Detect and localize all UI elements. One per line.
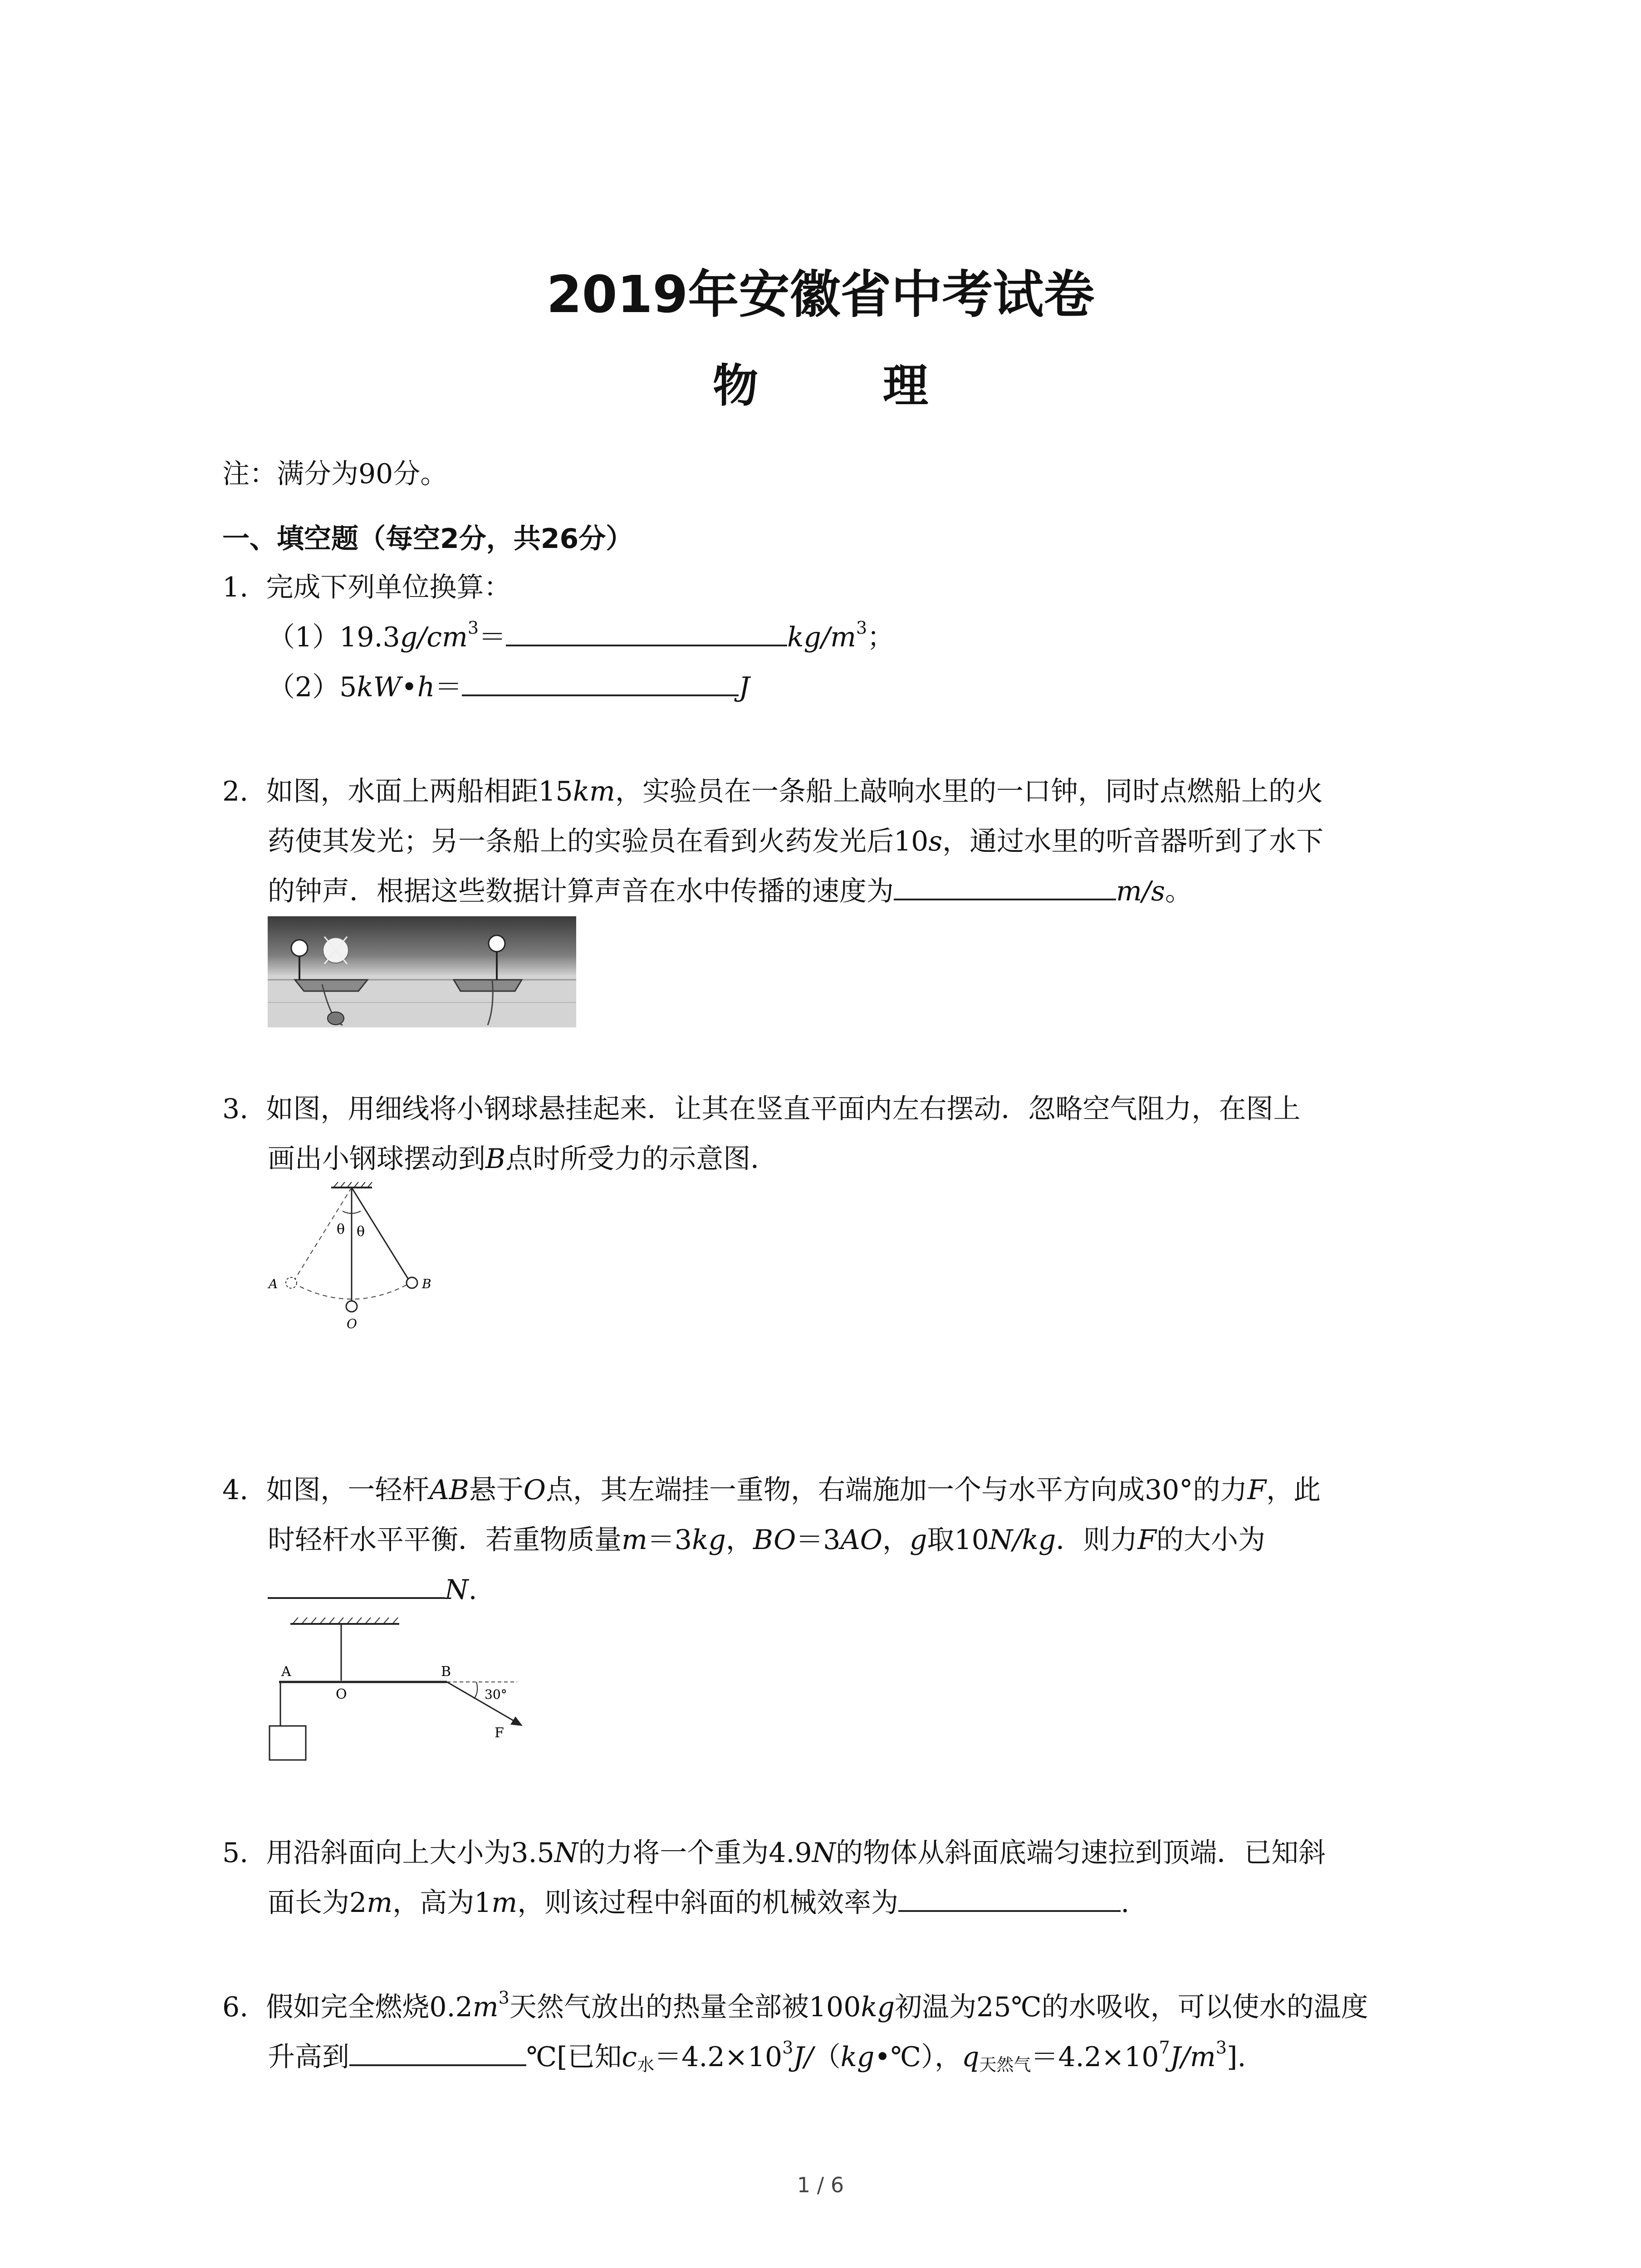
question-2-line-1: 2. 如图，水面上两船相距15km，实验员在一条船上敲响水里的一口钟，同时点燃船上的火: [222, 776, 1323, 807]
point-label-o: O: [347, 1316, 357, 1331]
answer-blank[interactable]: [894, 876, 1116, 900]
answer-blank[interactable]: [898, 1887, 1121, 1912]
question-3-line-1: 3. 如图，用细线将小钢球悬挂起来．让其在竖直平面内左右摆动．忽略空气阻力，在图上: [222, 1093, 1301, 1125]
question-1: [222, 572, 511, 603]
page-title: 2019年安徽省中考试卷: [546, 265, 1095, 324]
page-subtitle: 物 理: [713, 359, 983, 412]
force-label-f: F: [495, 1725, 504, 1741]
question-number: 5.: [222, 1837, 249, 1869]
question-1-part-1: $(1)19.3g/cm^3= kg/m^3$；: [268, 618, 895, 653]
question-6-line-1: 6. 假如完全燃烧$0.2m^3$天然气放出的热量全部被100kg初温为25℃的水吸收，可以使水的温度: [222, 1988, 1368, 2023]
question-2-line-2: 药使其发光；另一条船上的实验员在看到火药发光后10s，通过水里的听音器听到了水下: [268, 826, 1324, 857]
theta-label-right: θ: [357, 1224, 365, 1240]
question-2-line-3: 的钟声．根据这些数据计算声音在水中传播的速度为 m/s。: [268, 875, 1192, 907]
angle-label: 30°: [485, 1687, 507, 1702]
question-6-line-2: 升高到 ℃[已知$c_水=4.2\times 10^3J/(kg•℃)$，$q_{天然气}=4.2\times 10^7J/m^3$].: [268, 2038, 1246, 2075]
question-number: 3.: [222, 1093, 249, 1125]
boats-figure: [268, 916, 576, 1027]
point-label-a: A: [281, 1664, 291, 1680]
answer-blank[interactable]: [349, 2042, 526, 2066]
question-number: 1.: [222, 572, 249, 603]
question-4-line-2: 时轻杆水平平衡．若重物质量m＝3kg，BO＝3AO，g取10N/kg．则力F的大小为: [268, 1524, 1265, 1556]
question-number: 2.: [222, 776, 249, 807]
question-5-line-2: 面长为2m，高为1m，则该过程中斜面的机械效率为 .: [268, 1887, 1130, 1919]
question-number: 4.: [222, 1474, 249, 1506]
point-label-b: B: [422, 1276, 431, 1291]
question-5-line-1: 5. 用沿斜面向上大小为3.5N的力将一个重为4.9N的物体从斜面底端匀速拉到顶端．已知斜: [222, 1837, 1326, 1869]
question-3-line-2: 画出小钢球摆动到B点时所受力的示意图．: [268, 1143, 778, 1175]
question-4-line-1: 4. 如图，一轻杆AB悬于O点，其左端挂一重物，右端施加一个与水平方向成30°的力F，此: [222, 1474, 1321, 1506]
exam-note: 注：满分为90分。: [222, 458, 448, 490]
pendulum-figure: [259, 1179, 449, 1334]
section-heading: 一、填空题（每空2分，共26分）: [222, 523, 633, 555]
question-1-part-2: （2）5kW•h＝ J: [268, 671, 750, 703]
answer-blank[interactable]: [462, 672, 739, 696]
point-label-o: O: [336, 1686, 347, 1702]
question-4-line-3: N.: [268, 1574, 477, 1606]
point-label-a: A: [269, 1276, 278, 1291]
question-number: 6.: [222, 1991, 249, 2023]
answer-blank[interactable]: [268, 1574, 445, 1599]
question-text: 完成下列单位换算：: [266, 572, 511, 603]
point-label-b: B: [441, 1664, 451, 1680]
theta-label-left: θ: [337, 1222, 345, 1237]
page-number: 1 / 6: [797, 2173, 844, 2197]
answer-blank[interactable]: [506, 622, 787, 646]
lever-figure: [263, 1606, 554, 1778]
